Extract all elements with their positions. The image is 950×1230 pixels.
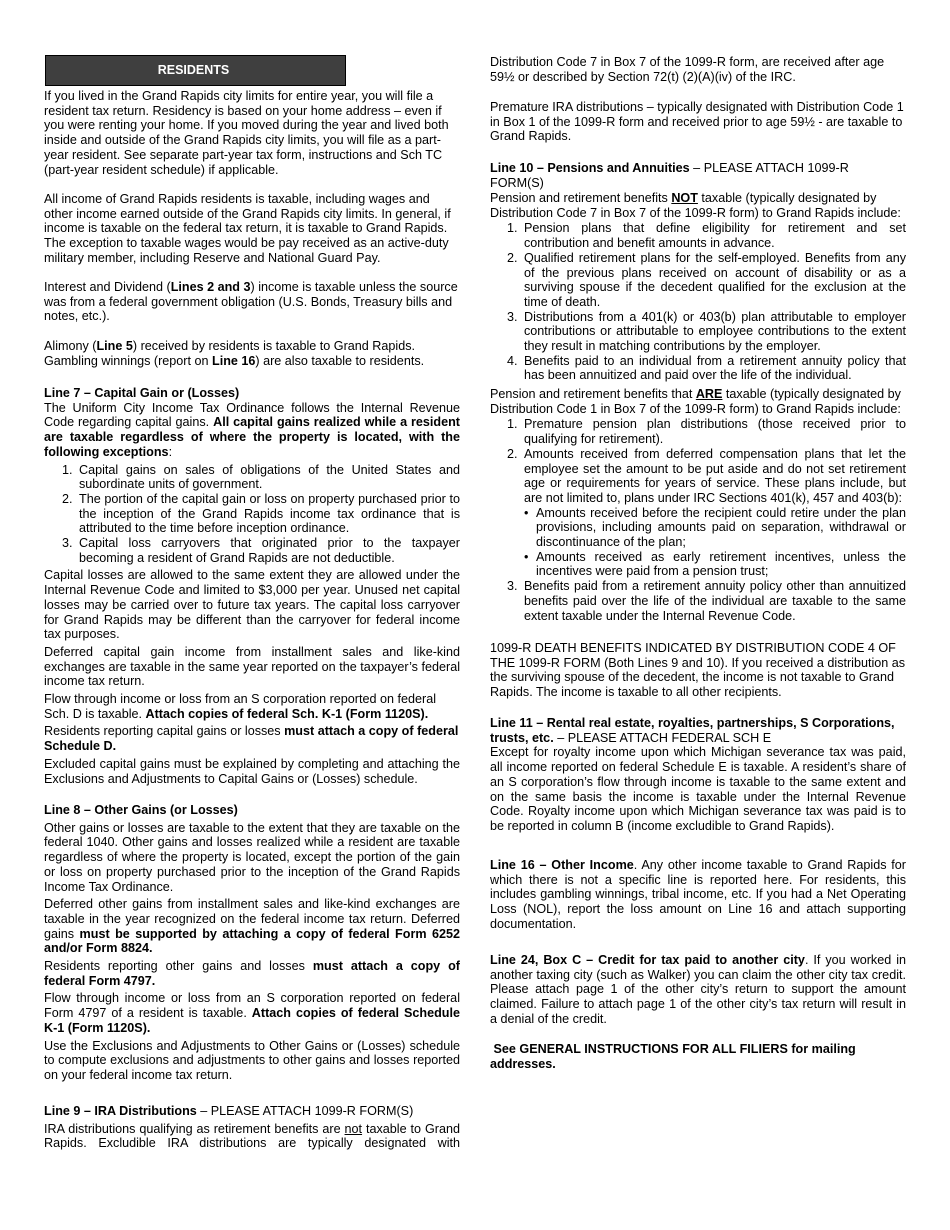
taxable-section (490, 387, 906, 623)
line7-attach: Residents reporting capital gains or losses must attach a copy of federal Schedule D. (44, 724, 459, 754)
bullet-item: • Amounts received before the recipient could retire under the plan provisions, including amounts paid on separation, withdrawal or discontinuance of the plan; (524, 506, 906, 550)
line8-section (44, 803, 460, 1083)
list-item: Benefits paid to an individual from a retirement annuity policy that has been annuitized and paid over the life of the individual. (524, 353, 906, 383)
not-taxable-section (490, 191, 906, 383)
residents-header-label: RESIDENTS (157, 63, 230, 77)
line7-flow-through: Flow through income or loss from an S corporation reported on federal Sch. D is taxable. Attach copies of federal Sch. K-1 (Form 1120S). (44, 692, 437, 721)
line11-title: Line 11 – Rental real estate, royalties, partnerships, S Corporations, trusts, etc. – PLEASE ATTACH FEDERAL SCH E (490, 716, 895, 745)
taxable-income-paragraph: All income of Grand Rapids residents is taxable, including wages and other income earned outside of the Grand Rapids city limits. In general, if income is taxable on the federal tax return, it is taxable to Grand Rapids. The exception to taxable wages would be pay received as an active-duty military member, including Reserve and National Guard Pay. (44, 192, 451, 265)
list-item: Qualified retirement plans for the self-employed. Benefits from any of the previous plans received on account of disability or as a surviving spouse if the decedent qualified for the exclusion at the time of death. (524, 250, 906, 309)
line7-section (44, 386, 460, 786)
line24-paragraph: Line 24, Box C – Credit for tax paid to another city. If you worked in another taxing city (such as Walker) you can claim the other city tax credit. Please attach page 1 of the other city’s return to support the amount claimed. Failure to attach page 1 of the other city’s tax return will result in a denial of the credit. (490, 953, 906, 1026)
list-item: The portion of the capital gain or loss on property purchased prior to the inception of the Grand Rapids income tax ordinance that is attributed to the time before inception ordinance. (79, 491, 460, 536)
line8-p4: Flow through income or loss from an S corporation reported on federal Form 4797 of a resident is taxable. Attach copies of federal Schedule K-1 (Form 1120S). (44, 991, 460, 1035)
line9-section (44, 1104, 460, 1151)
line8-p5: Use the Exclusions and Adjustments to Other Gains or (Losses) schedule to compute exclusions and adjustments to other gains and losses reported on your federal income tax return. (44, 1038, 460, 1082)
line7-exceptions-list (44, 463, 460, 566)
alimony-paragraph: Alimony (Line 5) received by residents is taxable to Grand Rapids. Gambling winnings (report on Line 16) are also taxable to residents. (44, 339, 425, 368)
line8-p1: Other gains or losses are taxable to the extent that they are taxable on the federal 1040. Other gains and losses realized while a resident are taxable regardless of where the property is located, except the portion of the gain or loss on property purchased prior to the inception of the Grand Rapids Income Tax Ordinance. (44, 820, 460, 894)
bullet-item: • Amounts received as early retirement incentives, unless the incentives were paid from a pension trust; (524, 550, 906, 579)
ira-continuation: Distribution Code 7 in Box 7 of the 1099-R form, are received after age 59½ or described by Section 72(t) (2)(A)(iv) of the IRC. (490, 55, 885, 84)
line9-paragraph: IRA distributions qualifying as retirement benefits are not taxable to Grand Rapids. Excludible IRA distributions are typically designated with (44, 1121, 460, 1151)
not-taxable-intro: Pension and retirement benefits NOT taxable (typically designated by Distribution Code 7 in Box 7 of the 1099-R form) to Grand Rapids include: (490, 191, 901, 220)
line8-p2: Deferred other gains from installment sales and like-kind exchanges are taxable in the year recognized on the federal income tax return. Deferred gains must be supported by attaching a copy of federal Form 6252 and/or Form 8824. (44, 897, 460, 956)
taxable-list (490, 417, 906, 623)
residents-intro: If you lived in the Grand Rapids city limits for entire year, you will file a resident tax return. Residency is based on your home address – even if you were renting your home. If you moved during the year and lived both inside and outside of the Grand Rapids city limits, you will file as a part-year resident. See separate part-year tax form, instructions and Sch TC (part-year resident schedule) if applicable. (44, 89, 449, 177)
line10-title: Line 10 – Pensions and Annuities – PLEASE ATTACH 1099-R FORM(S) (490, 161, 849, 190)
line9-title: Line 9 – IRA Distributions – PLEASE ATTACH 1099-R FORM(S) (44, 1104, 414, 1118)
premature-ira: Premature IRA distributions – typically designated with Distribution Code 1 in Box 1 of the 1099-R form and received prior to age 59½ - are taxable to Grand Rapids. (490, 100, 904, 144)
taxable-intro: Pension and retirement benefits that ARE taxable (typically designated by Distribution Code 1 in Box 7 of the 1099-R form) to Grand Rapids include: (490, 387, 901, 416)
residents-header (45, 55, 346, 86)
interest-dividend-paragraph: Interest and Dividend (Lines 2 and 3) income is taxable unless the source was from a federal government obligation (U.S. Bonds, Treasury bills and notes, etc.). (44, 280, 458, 324)
line7-excluded: Excluded capital gains must be explained by completing and attaching the Exclusions and Adjustments to Capital Gains or (Losses) schedule. (44, 756, 460, 786)
line7-losses: Capital losses are allowed to the same extent they are allowed under the Internal Revenue Code and limited to $3,000 per year. Unused net capital losses may be carried over to future tax years. The capital loss carryover for Grand Rapids may be different than the carryover for federal income tax purposes. (44, 568, 460, 642)
death-benefits-paragraph: 1099-R DEATH BENEFITS INDICATED BY DISTRIBUTION CODE 4 OF THE 1099-R FORM (Both Lines 9 and 10). If you received a distribution as the surviving spouse of the decedent, the income is not taxable to Grand Rapids. The income is taxable to all other recipients. (490, 641, 906, 700)
list-item: Premature pension plan distributions (those received prior to qualifying for retirement). (524, 417, 906, 447)
list-item: Capital gains on sales of obligations of the United States and subordinate units of government. (79, 462, 460, 492)
line11-paragraph: Except for royalty income upon which Michigan severance tax was paid, all income reported on federal Schedule E is taxable. A resident’s share of an S corporation’s flow through income is taxable to the same extent and on the same basis the income is taxable under the Internal Revenue Code. Royalty income upon which Michigan severance tax was paid is to be reported in column B (income excludible to Grand Rapids). (490, 745, 906, 833)
list-item: Amounts received from deferred compensation plans that let the employee set the amount to be put aside and do not set retirement age or requirements for years of service. These plans include, but are not limited to, plans under IRC Sections 401(k), 457 and 403(b): • Amounts received before the recipient could retire under the plan provisions, including amounts paid on separation, withdrawal or discontinuance of the plan; • Amounts received as early retirement incentives, unless the incentives were paid from a pension trust; (490, 447, 906, 579)
taxable-bullets (524, 506, 906, 580)
list-item: Capital loss carryovers that originated prior to the taxpayer becoming a resident of Grand Rapids are not deductible. (79, 536, 460, 565)
not-taxable-list (490, 221, 906, 383)
list-item: Pension plans that define eligibility for retirement and set contribution and benefit amounts in advance. (524, 221, 906, 251)
line7-intro: The Uniform City Income Tax Ordinance follows the Internal Revenue Code regarding capital gains. All capital gains realized while a resident are taxable regardless of where the property is located, with the following exceptions: (44, 400, 460, 459)
line8-title: Line 8 – Other Gains (or Losses) (44, 803, 238, 817)
list-item: Benefits paid from a retirement annuity policy other than annuitized benefits paid over the life of the individual are taxable to the same extent taxable under the Internal Revenue Code. (524, 579, 906, 623)
line16-paragraph: Line 16 – Other Income. Any other income taxable to Grand Rapids for which there is not a specific line is reported here. For residents, this includes gambling winnings, tribal income, etc. If you had a Net Operating Loss (NOL), report the loss amount on Line 16 and attach supporting documentation. (490, 858, 906, 931)
line11-section (490, 716, 906, 834)
list-item: Distributions from a 401(k) or 403(b) plan attributable to employer contributions or attributable to employee contributions to the extent they result in matching contributions by the employer. (524, 309, 906, 354)
line7-deferred: Deferred capital gain income from installment sales and like-kind exchanges are taxable in the same year reported on the taxpayer’s federal income tax return. (44, 644, 460, 689)
see-general-instructions: See GENERAL INSTRUCTIONS FOR ALL FILIERS for mailing addresses. (490, 1042, 860, 1071)
line8-p3: Residents reporting other gains and losses must attach a copy of federal Form 4797. (44, 959, 460, 988)
line7-title: Line 7 – Capital Gain or (Losses) (44, 386, 240, 400)
